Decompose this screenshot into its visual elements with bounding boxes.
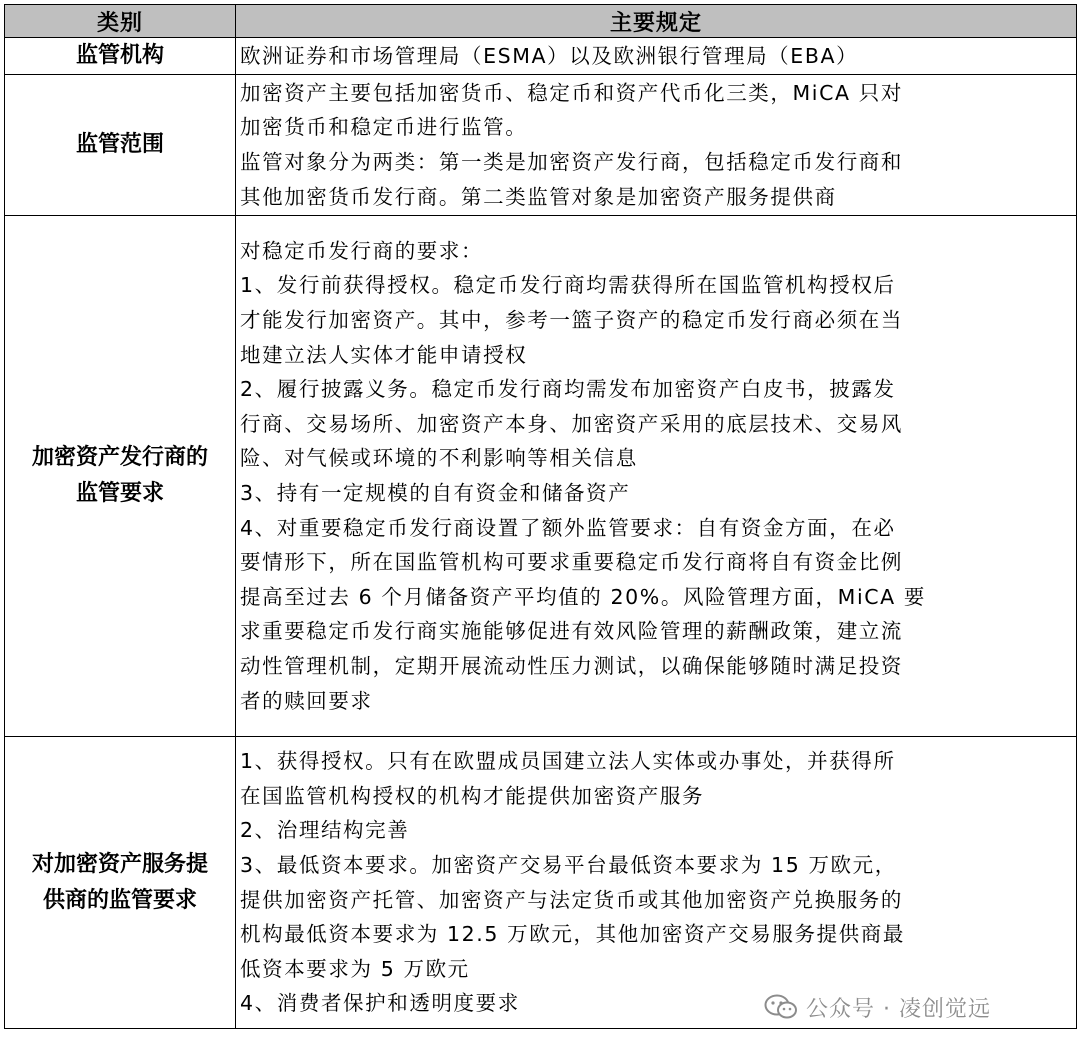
content-line: 对稳定币发行商的要求： bbox=[240, 238, 484, 263]
content-line: 险、对气候或环境的不利影响等相关信息 bbox=[240, 446, 638, 471]
watermark-text: 公众号 · 凌创觉远 bbox=[806, 996, 991, 1022]
content-line: 3、最低资本要求。加密资产交易平台最低资本要求为 15 万欧元， bbox=[240, 852, 897, 877]
content-cell bbox=[236, 737, 1077, 1029]
content-line: 加密资产主要包括加密货币、稳定币和资产代币化三类，MiCA 只对 bbox=[240, 80, 903, 105]
content-line: 动性管理机制，定期开展流动性压力测试，以确保能够随时满足投资 bbox=[240, 653, 903, 678]
content-line: 提高至过去 6 个月储备资产平均值的 20%。风险管理方面，MiCA 要 bbox=[240, 584, 926, 609]
content-line: 加密货币和稳定币进行监管。 bbox=[240, 115, 528, 140]
wechat-icon bbox=[764, 994, 798, 1020]
content-cell bbox=[236, 216, 1077, 737]
table-row bbox=[5, 216, 1077, 737]
watermark bbox=[758, 989, 997, 1025]
content-line: 2、履行披露义务。稳定币发行商均需发布加密资产白皮书，披露发 bbox=[240, 377, 896, 402]
table-header-row bbox=[5, 5, 1077, 38]
table-row bbox=[5, 737, 1077, 1029]
category-line: 供商的监管要求 bbox=[42, 887, 197, 913]
category-line: 监管范围 bbox=[75, 132, 164, 157]
content-line: 其他加密货币发行商。第二类监管对象是加密资产服务提供商 bbox=[240, 184, 837, 209]
category-cell bbox=[5, 216, 236, 737]
content-line: 欧洲证券和市场管理局（ESMA）以及欧洲银行管理局（EBA） bbox=[240, 43, 859, 68]
category-cell bbox=[5, 737, 236, 1029]
category-line: 监管机构 bbox=[75, 43, 164, 68]
header-category: 类别 bbox=[5, 5, 236, 38]
content-line: 1、获得授权。只有在欧盟成员国建立法人实体或办事处，并获得所 bbox=[240, 749, 896, 774]
content-line: 者的赎回要求 bbox=[240, 688, 373, 713]
content-line: 提供加密资产托管、加密资产与法定货币或其他加密资产兑换服务的 bbox=[240, 887, 903, 912]
content-cell bbox=[236, 75, 1077, 216]
content-line: 求重要稳定币发行商实施能够促进有效风险管理的薪酬政策，建立流 bbox=[240, 619, 903, 644]
category-cell bbox=[5, 75, 236, 216]
content-line: 4、消费者保护和透明度要求 bbox=[240, 991, 520, 1016]
table-row bbox=[5, 75, 1077, 216]
category-cell bbox=[5, 38, 236, 75]
content-line: 机构最低资本要求为 12.5 万欧元，其他加密资产交易服务提供商最 bbox=[240, 922, 905, 947]
content-line: 4、对重要稳定币发行商设置了额外监管要求：自有资金方面，在必 bbox=[240, 515, 896, 540]
table-row bbox=[5, 38, 1077, 75]
category-line: 监管要求 bbox=[75, 481, 164, 506]
content-cell bbox=[236, 38, 1077, 75]
content-line: 在国监管机构授权的机构才能提供加密资产服务 bbox=[240, 783, 705, 808]
category-line: 加密资产发行商的 bbox=[31, 445, 208, 470]
content-line: 要情形下，所在国监管机构可要求重要稳定币发行商将自有资金比例 bbox=[240, 550, 903, 575]
header-rules: 主要规定 bbox=[236, 5, 1077, 38]
content-line: 2、治理结构完善 bbox=[240, 818, 410, 843]
regulation-table bbox=[4, 4, 1077, 1029]
content-line: 行商、交易场所、加密资产本身、加密资产采用的底层技术、交易风 bbox=[240, 411, 903, 436]
content-line: 才能发行加密资产。其中，参考一篮子资产的稳定币发行商必须在当 bbox=[240, 308, 903, 333]
category-line: 对加密资产服务提 bbox=[31, 851, 208, 877]
content-line: 地建立法人实体才能申请授权 bbox=[240, 342, 528, 367]
content-line: 3、持有一定规模的自有资金和储备资产 bbox=[240, 481, 631, 505]
content-line: 低资本要求为 5 万欧元 bbox=[240, 956, 470, 981]
content-line: 监管对象分为两类：第一类是加密资产发行商，包括稳定币发行商和 bbox=[240, 150, 903, 174]
content-line: 1、发行前获得授权。稳定币发行商均需获得所在国监管机构授权后 bbox=[240, 273, 896, 298]
